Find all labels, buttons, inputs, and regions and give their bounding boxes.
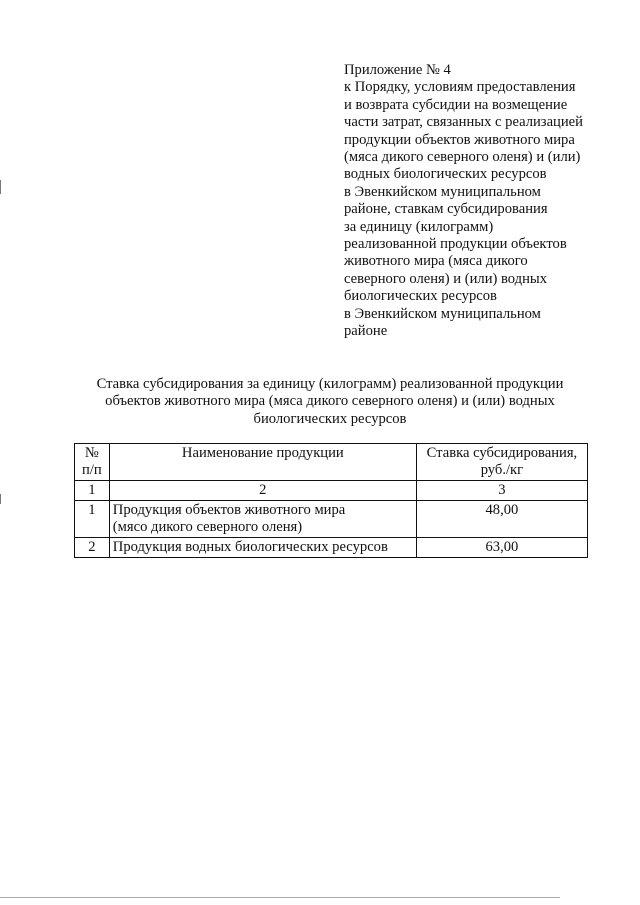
header-number-abbr: п/п <box>82 462 102 478</box>
annex-line: животного мира (мяса дикого <box>344 253 528 270</box>
subsidy-rates-table <box>74 443 588 558</box>
title-line: биологических ресурсов <box>253 410 407 427</box>
rate-value-cell: 48,00 <box>416 501 587 538</box>
header-number-symbol: № <box>84 445 99 461</box>
scan-edge-mark <box>0 180 1 194</box>
annex-line: продукции объектов животного мира <box>344 131 575 148</box>
annex-line: северного оленя) и (или) водных <box>344 270 548 287</box>
table-row <box>75 501 588 538</box>
product-name-line: (мясо дикого северного оленя) <box>112 519 303 535</box>
table-row <box>75 538 588 558</box>
annex-line: районе, ставкам субсидирования <box>344 201 548 218</box>
annex-line: и возврата субсидии на возмещение <box>344 96 568 113</box>
product-name-line: Продукция объектов животного мира <box>112 502 346 518</box>
rate-value-cell: 63,00 <box>416 538 587 558</box>
scan-edge-mark <box>0 897 560 898</box>
title-line: Ставка субсидирования за единицу (килограмм) реализованной продукции <box>96 376 564 392</box>
annex-line: за единицу (килограмм) <box>344 218 494 235</box>
scan-edge-mark <box>0 494 1 504</box>
header-name-cell: Наименование продукции <box>109 444 416 481</box>
table-header-row <box>75 444 588 481</box>
annex-line: районе <box>344 323 388 340</box>
annex-reference-block <box>344 62 634 341</box>
header-number-cell <box>75 444 110 481</box>
header-rate-cell <box>416 444 587 481</box>
column-number-cell: 3 <box>416 481 587 501</box>
product-name-cell <box>109 501 416 538</box>
annex-line: в Эвенкийском муниципальном <box>344 183 541 200</box>
column-number-cell: 2 <box>109 481 416 501</box>
title-line: объектов животного мира (мяса дикого северного оленя) и (или) водных <box>105 393 555 410</box>
document-title <box>60 376 600 428</box>
row-number-cell: 2 <box>75 538 110 558</box>
header-rate-unit: руб./кг <box>480 462 524 478</box>
annex-line: части затрат, связанных с реализацией <box>344 114 583 131</box>
row-number-cell: 1 <box>75 501 110 538</box>
column-number-cell: 1 <box>75 481 110 501</box>
annex-line: водных биологических ресурсов <box>344 166 547 183</box>
annex-line: к Порядку, условиям предоставления <box>344 79 576 96</box>
product-name-cell: Продукция водных биологических ресурсов <box>109 538 416 558</box>
annex-line: в Эвенкийском муниципальном <box>344 305 541 322</box>
column-number-row <box>75 481 588 501</box>
annex-line: биологических ресурсов <box>344 288 497 305</box>
header-rate-label: Ставка субсидирования, <box>426 445 578 461</box>
annex-line: реализованной продукции объектов <box>344 236 567 253</box>
annex-line: Приложение № 4 <box>344 62 451 78</box>
annex-line: (мяса дикого северного оленя) и (или) <box>344 149 581 166</box>
